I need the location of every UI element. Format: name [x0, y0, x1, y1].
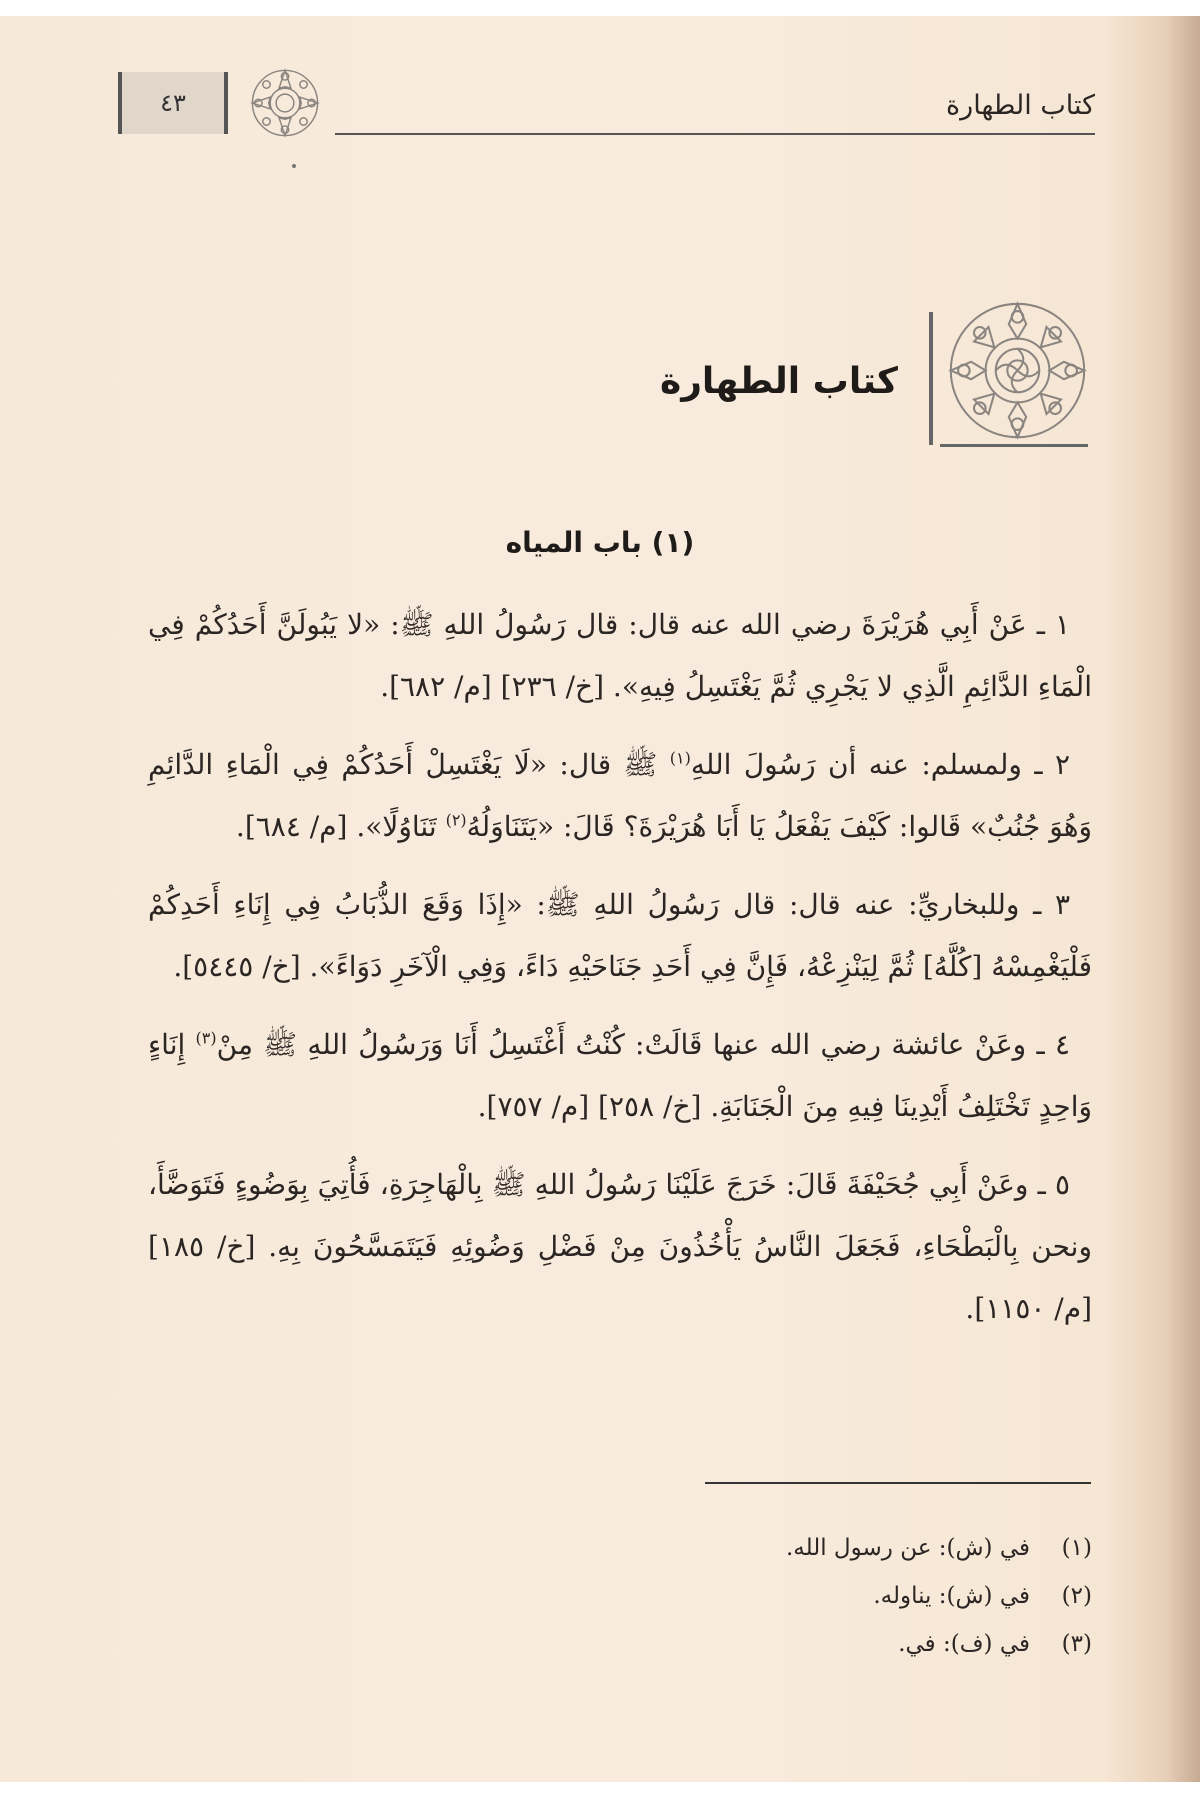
hadith-text: ﷺ قال: «لَا يَغْتَسِلْ أَحَدُكُمْ فِي الْمَاءِ الدَّائِمِ وَهُوَ جُنُبٌ» قَالوا: كَيْفَ يَفْعَلُ يَا أَبَا هُرَيْرَةَ؟ قَالَ: «يَتَنَاوَلُهُ — [148, 748, 1092, 843]
chapter-horizontal-rule — [940, 444, 1088, 447]
footnote-marker: (٣) — [1061, 1631, 1092, 1657]
footnote-text: في (ش): عن رسول الله. — [785, 1535, 1030, 1561]
footnote-text: في (ش): يناوله. — [873, 1583, 1030, 1609]
footnote-marker: (١) — [1061, 1535, 1092, 1561]
body-text — [148, 594, 1092, 1356]
chapter-title: كتاب الطهارة — [659, 361, 898, 402]
chapter-vertical-rule — [929, 312, 933, 445]
hadith-5 — [148, 1154, 1092, 1340]
hadith-number: ٥ — [1054, 1168, 1070, 1201]
hadith-text: ـ وعَنْ عائشة رضي الله عنها قَالَتْ: كُنْتُ أَغْتَسِلُ أَنَا وَرَسُولُ اللهِ ﷺ مِنْ — [216, 1028, 1045, 1061]
hadith-2 — [148, 734, 1092, 858]
hadith-number: ١ — [1054, 608, 1070, 641]
running-header-title: كتاب الطهارة — [946, 90, 1095, 121]
section-title: (١) باب المياه — [505, 526, 695, 559]
footnote-ref-3[interactable]: (٣) — [195, 1028, 217, 1048]
footnote-ref-2[interactable]: (٢) — [445, 810, 467, 830]
hadith-number: ٤ — [1054, 1028, 1070, 1061]
hadith-text: ـ وعَنْ أَبِي جُحَيْفَةَ قَالَ: خَرَجَ عَلَيْنَا رَسُولُ اللهِ ﷺ بِالْهَاجِرَةِ، فَأُتِيَ بِوَضُوءٍ فَتَوَضَّأَ، ونحن بِالْبَطْحَاءِ، فَجَعَلَ النَّاسُ يَأْخُذُونَ مِنْ فَضْلِ وَضُوئِهِ فَيَتَمَسَّحُونَ بِهِ. [خ/ ١٨٥] [م/ ١١٥٠]. — [148, 1168, 1092, 1325]
footnote-ref-1[interactable]: (١) — [669, 748, 691, 768]
footnotes — [492, 1524, 1092, 1668]
footnote-3 — [492, 1620, 1092, 1668]
hadith-text: ـ عَنْ أَبِي هُرَيْرَةَ رضي الله عنه قال: قال رَسُولُ اللهِ ﷺ: «لا يَبُولَنَّ أَحَدُكُمْ فِي الْمَاءِ الدَّائِمِ الَّذِي لا يَجْرِي ثُمَّ يَغْتَسِلُ فِيهِ». [خ/ ٢٣٦] [م/ ٦٨٢]. — [148, 608, 1092, 703]
hadith-4 — [148, 1014, 1092, 1138]
footnote-2 — [492, 1572, 1092, 1620]
hadith-number: ٣ — [1054, 888, 1070, 921]
hadith-number: ٢ — [1054, 748, 1071, 781]
hadith-text: ـ ولمسلم: عنه أن رَسُولَ اللهِ — [690, 748, 1043, 781]
rosette-ornament-icon — [248, 66, 322, 140]
footnote-separator — [705, 1482, 1091, 1484]
page-number: ٤٣ — [160, 89, 186, 117]
book-page — [0, 16, 1200, 1782]
print-speck — [292, 164, 296, 168]
hadith-text: إِنَاءٍ وَاحِدٍ تَخْتَلِفُ أَيْدِينَا فِيهِ مِنَ الْجَنَابَةِ. [خ/ ٢٥٨] [م/ ٧٥٧]. — [148, 1028, 1092, 1123]
hadith-text: ـ وللبخاريِّ: عنه قال: قال رَسُولُ اللهِ ﷺ: «إِذَا وَقَعَ الذُّبَابُ فِي إِنَاءِ أَحَدِكُمْ فَلْيَغْمِسْهُ [كُلَّهُ] ثُمَّ لِيَنْزِعْهُ، فَإِنَّ فِي أَحَدِ جَنَاحَيْهِ دَاءً، وَفِي الْآخَرِ دَوَاءً». [خ/ ٥٤٤٥]. — [148, 888, 1092, 983]
page-edge-shadow — [1166, 16, 1200, 1782]
header-rule — [335, 133, 1095, 135]
page-number-box — [118, 72, 228, 134]
rosette-ornament-icon — [945, 298, 1090, 443]
footnote-marker: (٢) — [1061, 1583, 1092, 1609]
footnote-text: في (ف): في. — [898, 1631, 1030, 1657]
hadith-text: تَنَاوُلًا». [م/ ٦٨٤]. — [235, 810, 446, 843]
hadith-1 — [148, 594, 1092, 718]
footnote-1 — [492, 1524, 1092, 1572]
hadith-3 — [148, 874, 1092, 998]
